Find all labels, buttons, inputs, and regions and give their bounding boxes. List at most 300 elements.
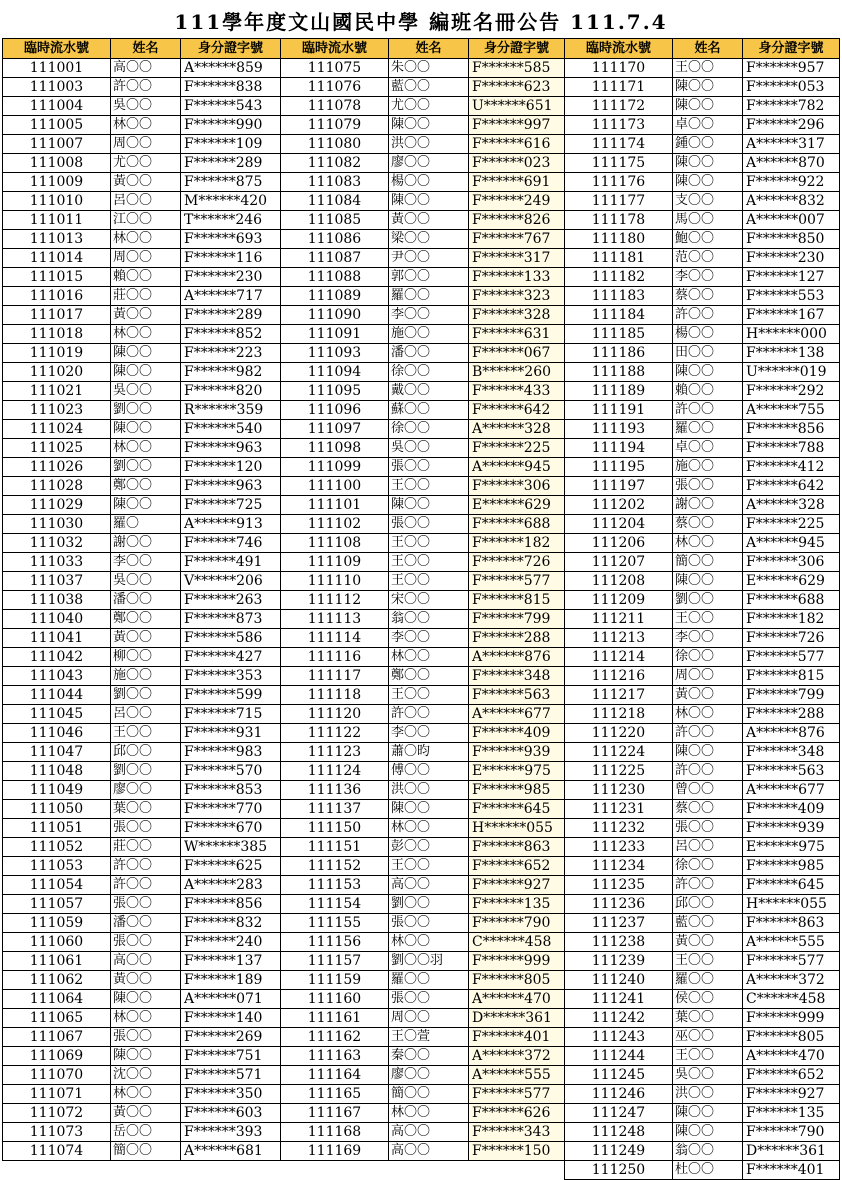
serial-number-cell: 111241 [565, 990, 673, 1009]
student-name-cell: 廖〇〇 [389, 154, 469, 173]
table-row [3, 287, 281, 306]
id-number-cell: F******799 [743, 686, 840, 705]
serial-number-cell: 111033 [3, 553, 111, 572]
serial-number-cell: 111109 [281, 553, 389, 572]
table-row [565, 1161, 840, 1180]
table-row [281, 287, 565, 306]
table-row [3, 325, 281, 344]
serial-number-cell: 111009 [3, 173, 111, 192]
serial-number-cell: 111065 [3, 1009, 111, 1028]
table-row [281, 591, 565, 610]
table-row [281, 933, 565, 952]
student-name-cell: 藍〇〇 [673, 914, 743, 933]
id-number-cell: F******289 [181, 154, 281, 173]
serial-number-cell: 111153 [281, 876, 389, 895]
student-name-cell: 高〇〇 [389, 876, 469, 895]
table-row [3, 1009, 281, 1028]
student-name-cell: 黃〇〇 [389, 211, 469, 230]
id-number-cell: F******563 [743, 762, 840, 781]
student-name-cell: 李〇〇 [673, 268, 743, 287]
table-row [3, 420, 281, 439]
table-row [281, 344, 565, 363]
id-number-cell: C******458 [743, 990, 840, 1009]
id-number-cell: F******067 [469, 344, 565, 363]
student-name-cell: 許〇〇 [111, 78, 181, 97]
serial-number-cell: 111048 [3, 762, 111, 781]
serial-number-cell: 111003 [3, 78, 111, 97]
serial-number-cell: 111150 [281, 819, 389, 838]
student-name-cell: 張〇〇 [673, 819, 743, 838]
serial-number-cell: 111176 [565, 173, 673, 192]
id-number-cell: F******815 [743, 667, 840, 686]
serial-number-cell: 111032 [3, 534, 111, 553]
id-number-cell: F******631 [469, 325, 565, 344]
id-number-cell: F******223 [181, 344, 281, 363]
id-number-cell: A******555 [743, 933, 840, 952]
student-name-cell: 劉〇〇 [111, 401, 181, 420]
student-name-cell: 羅〇〇 [673, 420, 743, 439]
student-name-cell: 王〇〇 [673, 59, 743, 78]
serial-number-cell: 111007 [3, 135, 111, 154]
table-row [565, 762, 840, 781]
table-row [565, 135, 840, 154]
student-name-cell: 吳〇〇 [673, 1066, 743, 1085]
table-row [3, 173, 281, 192]
student-name-cell: 洪〇〇 [389, 135, 469, 154]
student-name-cell: 陳〇〇 [111, 344, 181, 363]
table-row [3, 572, 281, 591]
id-number-cell: F******306 [743, 553, 840, 572]
serial-number-cell: 111024 [3, 420, 111, 439]
serial-number-cell: 111051 [3, 819, 111, 838]
table-row [281, 78, 565, 97]
serial-number-cell: 111182 [565, 268, 673, 287]
id-number-cell: F******751 [181, 1047, 281, 1066]
table-row [565, 306, 840, 325]
serial-number-cell: 111114 [281, 629, 389, 648]
serial-number-cell: 111117 [281, 667, 389, 686]
student-name-cell: 張〇〇 [673, 477, 743, 496]
student-name-cell: 戴〇〇 [389, 382, 469, 401]
student-name-cell: 沈〇〇 [111, 1066, 181, 1085]
id-number-cell: F******577 [469, 572, 565, 591]
table-row [3, 458, 281, 477]
serial-number-cell: 111075 [281, 59, 389, 78]
table-row [281, 895, 565, 914]
student-name-cell: 吳〇〇 [111, 572, 181, 591]
table-row [3, 496, 281, 515]
student-name-cell: 卓〇〇 [673, 439, 743, 458]
id-number-cell: F******652 [743, 1066, 840, 1085]
id-number-cell: F******642 [469, 401, 565, 420]
id-number-cell: F******289 [181, 306, 281, 325]
id-number-cell: F******820 [181, 382, 281, 401]
id-number-cell: F******850 [743, 230, 840, 249]
serial-number-cell: 111059 [3, 914, 111, 933]
id-number-cell: C******458 [469, 933, 565, 952]
student-name-cell: 施〇〇 [111, 667, 181, 686]
student-name-cell: 柳〇〇 [111, 648, 181, 667]
id-number-cell: B******260 [469, 363, 565, 382]
student-name-cell: 徐〇〇 [389, 363, 469, 382]
student-name-cell: 林〇〇 [111, 439, 181, 458]
student-name-cell: 秦〇〇 [389, 1047, 469, 1066]
table-row [565, 458, 840, 477]
student-name-cell: 王〇〇 [389, 572, 469, 591]
id-number-cell: F******770 [181, 800, 281, 819]
student-name-cell: 周〇〇 [111, 249, 181, 268]
table-row [281, 401, 565, 420]
table-row [3, 249, 281, 268]
id-number-cell: F******543 [181, 97, 281, 116]
table-row [3, 97, 281, 116]
serial-number-cell: 111183 [565, 287, 673, 306]
id-number-cell: F******939 [469, 743, 565, 762]
serial-number-cell: 111045 [3, 705, 111, 724]
serial-number-cell: 111197 [565, 477, 673, 496]
student-name-cell: 王〇〇 [389, 686, 469, 705]
id-number-cell: A******832 [743, 192, 840, 211]
id-number-cell: E******629 [743, 572, 840, 591]
student-name-cell: 江〇〇 [111, 211, 181, 230]
serial-number-cell: 111054 [3, 876, 111, 895]
student-name-cell: 黃〇〇 [673, 933, 743, 952]
student-name-cell: 林〇〇 [389, 933, 469, 952]
table-row [565, 572, 840, 591]
serial-number-cell: 111216 [565, 667, 673, 686]
table-row [281, 59, 565, 78]
serial-number-cell: 111023 [3, 401, 111, 420]
serial-number-cell: 111178 [565, 211, 673, 230]
student-name-cell: 尤〇〇 [111, 154, 181, 173]
table-row [3, 648, 281, 667]
id-number-cell: F******343 [469, 1123, 565, 1142]
id-number-cell: F******230 [743, 249, 840, 268]
table-row [565, 591, 840, 610]
serial-number-cell: 111177 [565, 192, 673, 211]
id-number-cell: A******328 [469, 420, 565, 439]
student-name-cell: 陳〇〇 [673, 1123, 743, 1142]
student-name-cell: 范〇〇 [673, 249, 743, 268]
id-number-cell: F******393 [181, 1123, 281, 1142]
serial-number-cell: 111124 [281, 762, 389, 781]
student-name-cell: 林〇〇 [389, 1104, 469, 1123]
id-number-cell: F******983 [181, 743, 281, 762]
id-number-cell: A******677 [469, 705, 565, 724]
id-number-cell: F******990 [181, 116, 281, 135]
student-name-cell: 羅〇〇 [389, 287, 469, 306]
student-name-cell: 高〇〇 [389, 1142, 469, 1161]
serial-number-cell: 111072 [3, 1104, 111, 1123]
serial-number-cell: 111088 [281, 268, 389, 287]
id-number-cell: F******401 [743, 1161, 840, 1180]
serial-number-cell: 111120 [281, 705, 389, 724]
serial-number-cell: 111018 [3, 325, 111, 344]
id-number-cell: F******642 [743, 477, 840, 496]
table-row [3, 515, 281, 534]
serial-number-cell: 111240 [565, 971, 673, 990]
table-row [3, 914, 281, 933]
id-number-cell: A******681 [181, 1142, 281, 1161]
student-name-cell: 劉〇〇 [111, 458, 181, 477]
table-row [281, 173, 565, 192]
id-number-cell: F******269 [181, 1028, 281, 1047]
serial-number-cell: 111093 [281, 344, 389, 363]
student-name-cell: 彭〇〇 [389, 838, 469, 857]
id-number-cell: F******726 [743, 629, 840, 648]
id-number-cell: E******975 [469, 762, 565, 781]
table-row [3, 1085, 281, 1104]
serial-number-cell: 111123 [281, 743, 389, 762]
id-number-cell: F******985 [469, 781, 565, 800]
student-name-cell: 劉〇〇羽 [389, 952, 469, 971]
serial-number-cell: 111207 [565, 553, 673, 572]
table-row [565, 1066, 840, 1085]
table-row [565, 439, 840, 458]
serial-number-cell: 111246 [565, 1085, 673, 1104]
table-row [565, 344, 840, 363]
id-number-cell: F******626 [469, 1104, 565, 1123]
table-row [281, 192, 565, 211]
student-name-cell: 田〇〇 [673, 344, 743, 363]
id-number-cell: A******328 [743, 496, 840, 515]
serial-number-cell: 111154 [281, 895, 389, 914]
id-number-cell: F******623 [469, 78, 565, 97]
roster-column-3 [564, 38, 840, 1180]
table-row [3, 724, 281, 743]
serial-number-cell: 111189 [565, 382, 673, 401]
student-name-cell: 陳〇〇 [111, 363, 181, 382]
serial-number-cell: 111083 [281, 173, 389, 192]
table-row [565, 78, 840, 97]
table-row [565, 705, 840, 724]
student-name-cell: 林〇〇 [111, 230, 181, 249]
serial-number-cell: 111112 [281, 591, 389, 610]
serial-number-cell: 111080 [281, 135, 389, 154]
id-number-cell: R******359 [181, 401, 281, 420]
id-number-cell: A******913 [181, 515, 281, 534]
id-number-cell: F******563 [469, 686, 565, 705]
header-row [565, 39, 840, 59]
student-name-cell: 周〇〇 [673, 667, 743, 686]
id-number-cell: F******927 [469, 876, 565, 895]
id-number-cell: F******625 [181, 857, 281, 876]
table-row [281, 572, 565, 591]
student-name-cell: 簡〇〇 [111, 1142, 181, 1161]
id-number-cell: A******717 [181, 287, 281, 306]
table-row [565, 230, 840, 249]
serial-number-cell: 111116 [281, 648, 389, 667]
table-row [565, 838, 840, 857]
id-number-cell: F******927 [743, 1085, 840, 1104]
student-name-cell: 賴〇〇 [673, 382, 743, 401]
table-row [281, 1104, 565, 1123]
table-row [3, 553, 281, 572]
id-number-cell: F******939 [743, 819, 840, 838]
student-name-cell: 洪〇〇 [389, 781, 469, 800]
id-number-cell: F******317 [469, 249, 565, 268]
table-row [281, 971, 565, 990]
table-row [3, 743, 281, 762]
table-row [3, 838, 281, 857]
student-name-cell: 廖〇〇 [389, 1066, 469, 1085]
serial-number-cell: 111247 [565, 1104, 673, 1123]
table-row [281, 1047, 565, 1066]
table-row [565, 933, 840, 952]
table-row [3, 477, 281, 496]
student-name-cell: 李〇〇 [389, 724, 469, 743]
id-number-cell: A******470 [469, 990, 565, 1009]
serial-number-cell: 111097 [281, 420, 389, 439]
table-row [565, 895, 840, 914]
table-row [565, 610, 840, 629]
student-name-cell: 吳〇〇 [111, 382, 181, 401]
serial-number-cell: 111122 [281, 724, 389, 743]
table-row [3, 686, 281, 705]
id-number-cell: F******412 [743, 458, 840, 477]
student-name-cell: 呂〇〇 [111, 192, 181, 211]
id-number-cell: F******135 [469, 895, 565, 914]
id-number-cell: F******832 [181, 914, 281, 933]
serial-number-cell: 111014 [3, 249, 111, 268]
table-row [3, 306, 281, 325]
table-row [281, 629, 565, 648]
id-number-cell: A******372 [743, 971, 840, 990]
table-row [565, 990, 840, 1009]
student-name-cell: 李〇〇 [389, 306, 469, 325]
student-name-cell: 許〇〇 [111, 876, 181, 895]
id-number-cell: F******433 [469, 382, 565, 401]
id-number-cell: F******577 [469, 1085, 565, 1104]
table-row [281, 211, 565, 230]
id-number-cell: A******283 [181, 876, 281, 895]
serial-number-cell: 111017 [3, 306, 111, 325]
table-row [281, 838, 565, 857]
table-row [281, 667, 565, 686]
table-row [3, 363, 281, 382]
table-row [565, 515, 840, 534]
id-number-cell: F******571 [181, 1066, 281, 1085]
serial-number-cell: 111040 [3, 610, 111, 629]
serial-number-cell: 111184 [565, 306, 673, 325]
student-name-cell: 陳〇〇 [389, 800, 469, 819]
id-number-cell: F******963 [181, 477, 281, 496]
id-number-cell: F******167 [743, 306, 840, 325]
student-name-cell: 徐〇〇 [673, 648, 743, 667]
student-name-cell: 王〇〇 [673, 610, 743, 629]
serial-number-cell: 111076 [281, 78, 389, 97]
student-name-cell: 劉〇〇 [673, 591, 743, 610]
student-name-cell: 楊〇〇 [673, 325, 743, 344]
student-name-cell: 許〇〇 [389, 705, 469, 724]
student-name-cell: 潘〇〇 [389, 344, 469, 363]
serial-number-cell: 111180 [565, 230, 673, 249]
id-number-cell: F******603 [181, 1104, 281, 1123]
student-name-cell: 吳〇〇 [389, 439, 469, 458]
serial-number-cell: 111098 [281, 439, 389, 458]
student-name-cell: 郭〇〇 [389, 268, 469, 287]
id-number-cell: A******677 [743, 781, 840, 800]
serial-number-cell: 111243 [565, 1028, 673, 1047]
table-row [281, 97, 565, 116]
table-row [565, 667, 840, 686]
table-row [565, 477, 840, 496]
table-row [281, 705, 565, 724]
table-row [565, 686, 840, 705]
serial-number-cell: 111042 [3, 648, 111, 667]
id-number-cell: F******570 [181, 762, 281, 781]
student-name-cell: 王〇〇 [389, 477, 469, 496]
table-row [3, 211, 281, 230]
id-number-cell: A******470 [743, 1047, 840, 1066]
id-number-cell: F******863 [743, 914, 840, 933]
student-name-cell: 林〇〇 [389, 648, 469, 667]
student-name-cell: 蔡〇〇 [673, 515, 743, 534]
id-number-cell: F******133 [469, 268, 565, 287]
student-name-cell: 藍〇〇 [389, 78, 469, 97]
serial-number-cell: 111084 [281, 192, 389, 211]
serial-number-cell: 111235 [565, 876, 673, 895]
serial-number-cell: 111191 [565, 401, 673, 420]
id-number-cell: F******997 [469, 116, 565, 135]
table-row [565, 97, 840, 116]
table-row [3, 1123, 281, 1142]
id-number-cell: F******805 [743, 1028, 840, 1047]
table-row [281, 876, 565, 895]
table-row [3, 154, 281, 173]
id-number-cell: F******982 [181, 363, 281, 382]
student-name-cell: 曾〇〇 [673, 781, 743, 800]
header-serial: 臨時流水號 [281, 39, 389, 59]
table-row [281, 154, 565, 173]
id-number-cell: F******137 [181, 952, 281, 971]
table-row [281, 743, 565, 762]
id-number-cell: F******726 [469, 553, 565, 572]
serial-number-cell: 111013 [3, 230, 111, 249]
id-number-cell: F******306 [469, 477, 565, 496]
table-row [565, 1009, 840, 1028]
student-name-cell: 陳〇〇 [111, 496, 181, 515]
serial-number-cell: 111096 [281, 401, 389, 420]
id-number-cell: F******856 [743, 420, 840, 439]
student-name-cell: 陳〇〇 [673, 173, 743, 192]
student-name-cell: 廖〇〇 [111, 781, 181, 800]
header-serial: 臨時流水號 [565, 39, 673, 59]
student-name-cell: 林〇〇 [673, 705, 743, 724]
student-name-cell: 鮑〇〇 [673, 230, 743, 249]
id-number-cell: F******427 [181, 648, 281, 667]
id-number-cell: F******691 [469, 173, 565, 192]
serial-number-cell: 111020 [3, 363, 111, 382]
id-number-cell: A******071 [181, 990, 281, 1009]
student-name-cell: 張〇〇 [389, 458, 469, 477]
table-row [281, 686, 565, 705]
table-row [3, 1104, 281, 1123]
serial-number-cell: 111231 [565, 800, 673, 819]
serial-number-cell: 111089 [281, 287, 389, 306]
table-row [281, 230, 565, 249]
id-number-cell: H******055 [469, 819, 565, 838]
table-row [565, 382, 840, 401]
id-number-cell: A******945 [743, 534, 840, 553]
serial-number-cell: 111067 [3, 1028, 111, 1047]
student-name-cell: 杜〇〇 [673, 1161, 743, 1180]
serial-number-cell: 111238 [565, 933, 673, 952]
serial-number-cell: 111019 [3, 344, 111, 363]
table-row [565, 629, 840, 648]
table-row [3, 933, 281, 952]
student-name-cell: 陳〇〇 [111, 990, 181, 1009]
